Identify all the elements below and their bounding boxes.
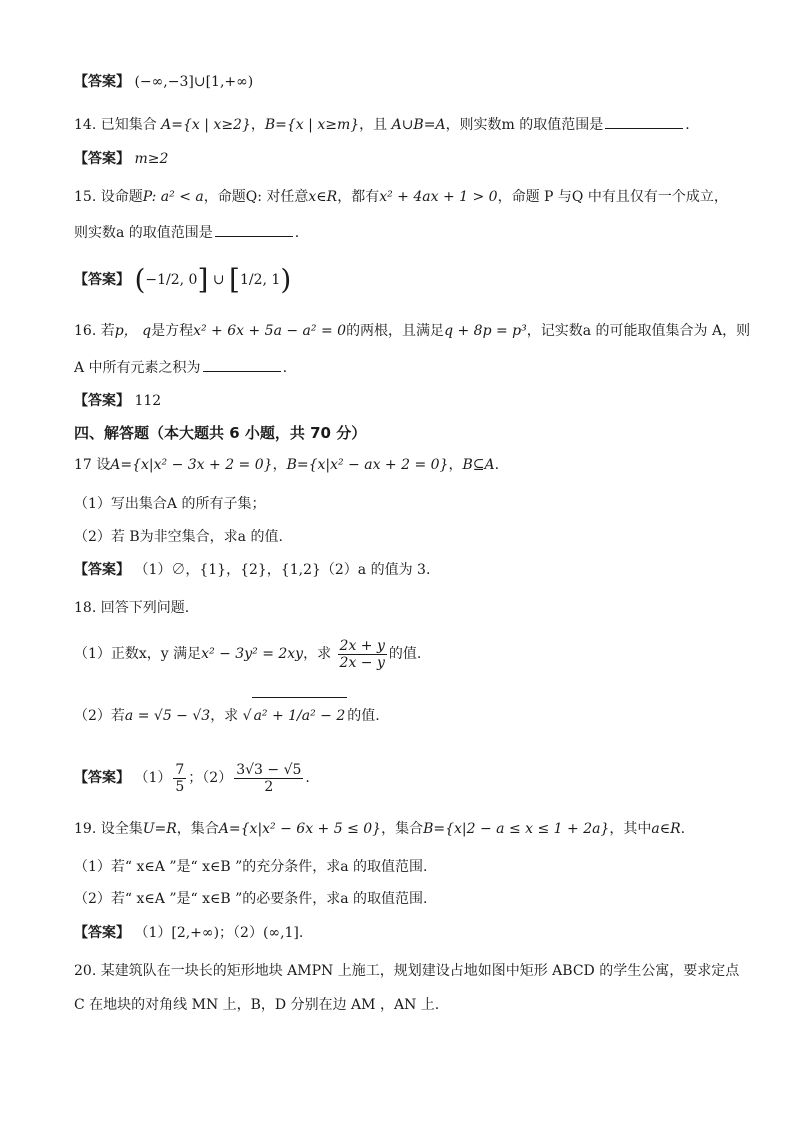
q19-set-a: A={x|x² − 6x + 5 ≤ 0} xyxy=(218,821,382,837)
q15-text-line1: 15. 设命题P: a² < a，命题Q: 对任意x∈R，都有x² + 4ax + 1 > 0，命题 P 与Q 中有且仅有一个成立， xyxy=(74,189,728,205)
q14-text: 14. 已知集合 A={x | x≥2}，B={x | x≥m}，且 A∪B=A，则实数m 的取值范围是 . xyxy=(74,114,734,135)
q19-set-b: B={x|2 − a ≤ x ≤ 1 + 2a} xyxy=(423,821,610,837)
q18-part2: （2）若a = √5 − √3，求 √ a² + 1/a² − 2 的值. xyxy=(74,697,734,733)
q17-part1: （1）写出集合A 的所有子集； xyxy=(74,496,266,512)
answer-tag: 【答案】 xyxy=(74,74,130,90)
answer-tag: 【答案】 xyxy=(74,151,130,167)
answer-blank xyxy=(203,357,281,372)
q17-answer: （1）∅，{1}，{2}，{1,2}（2）a 的值为 3. xyxy=(134,562,431,578)
q18-title: 18. 回答下列问题. xyxy=(74,600,190,616)
q18-part1: （1）正数x，y 满足x² − 3y² = 2xy，求 $\frac{2x + y}{2x - y}$ 的值. xyxy=(74,637,422,671)
q14-condition: A∪B=A xyxy=(391,117,446,133)
q18-answer-1: $\frac{7}{5}$ xyxy=(175,761,185,795)
q16-text-line2: A 中所有元素之积为 . xyxy=(74,357,734,378)
q19-answer-line xyxy=(74,923,734,943)
q19-answer: （1）[2,+∞)；（2）(∞,1]. xyxy=(134,925,304,941)
q18-answer-2: $\frac{3√3 - √5}{2}$ xyxy=(236,761,302,795)
q19-part2: （2）若“ x∈A ”是“ x∈B ”的必要条件，求a 的取值范围. xyxy=(74,891,428,907)
q15-proposition-p: P: a² < a xyxy=(142,189,204,205)
q16-equation: x² + 6x + 5a − a² = 0 xyxy=(193,323,347,339)
q13-answer-line xyxy=(74,72,734,92)
q19-text: 19. 设全集U=R，集合A={x|x² − 6x + 5 ≤ 0}，集合B={x|2 − a ≤ x ≤ 1 + 2a}，其中a∈R. xyxy=(74,821,686,837)
answer-blank xyxy=(215,222,293,237)
q18-answer-line: 【答案】 （1） $\frac{7}{5}$ ；（2） $\frac{3√3 - √5}{2}$ . xyxy=(74,761,310,795)
q17-set-a: A={x|x² − 3x + 2 = 0} xyxy=(110,457,273,473)
q20-text-line1: 20. 某建筑队在一块长的矩形地块 AMPN 上施工，规划建设占地如图中矩形 ABCD 的学生公寓，要求定点 xyxy=(74,963,740,979)
q15-inequality: x² + 4ax + 1 > 0 xyxy=(379,189,498,205)
answer-tag: 【答案】 xyxy=(74,393,130,409)
q16-text-line1: 16. 若p， q是方程x² + 6x + 5a − a² = 0的两根，且满足q + 8p = p³，记实数a 的可能取值集合为 A，则 xyxy=(74,323,751,339)
answer-tag: 【答案】 xyxy=(74,562,130,578)
q16-condition: q + 8p = p³ xyxy=(444,323,527,339)
q15-answer-part2: 1/2, 1 xyxy=(239,272,281,288)
q14-answer-line xyxy=(74,149,734,169)
q18-sqrt-expression: a² + 1/a² − 2 xyxy=(252,697,348,734)
q14-set-a: A={x | x≥2} xyxy=(161,117,251,133)
q13-answer: (−∞,−3]∪[1,+∞) xyxy=(134,74,254,90)
q18-fraction: $\frac{2x + y}{2x - y}$ xyxy=(339,637,385,671)
q16-answer: 112 xyxy=(134,393,162,409)
q17-set-b: B={x|x² − ax + 2 = 0} xyxy=(286,457,449,473)
q18-equation: x² − 3y² = 2xy xyxy=(201,646,304,662)
q20-text-line2: C 在地块的对角线 MN 上，B，D 分别在边 AM ，AN 上. xyxy=(74,997,440,1013)
q19-part1: （1）若“ x∈A ”是“ x∈B ”的充分条件，求a 的取值范围. xyxy=(74,859,428,875)
q14-answer: m≥2 xyxy=(134,151,169,167)
q15-answer-line: 【答案】 (−1/2, 0] ∪ [1/2, 1) xyxy=(74,263,292,296)
answer-tag: 【答案】 xyxy=(74,272,130,288)
q15-answer-part1: −1/2, 0 xyxy=(145,272,198,288)
answer-tag: 【答案】 xyxy=(74,770,130,786)
answer-tag: 【答案】 xyxy=(74,925,130,941)
q17-answer-line xyxy=(74,560,734,580)
q17-part2: （2）若 B为非空集合，求a 的值. xyxy=(74,529,283,545)
q15-text-line2: 则实数a 的取值范围是 . xyxy=(74,222,734,243)
q17-text: 17 设A={x|x² − 3x + 2 = 0}，B={x|x² − ax + 2 = 0}，B⊆A. xyxy=(74,457,500,473)
q14-set-b: B={x | x≥m} xyxy=(264,117,360,133)
answer-blank xyxy=(605,114,683,129)
q16-answer-line xyxy=(74,391,734,411)
section-title: 四、解答题（本大题共 6 小题，共 70 分） xyxy=(74,424,367,442)
